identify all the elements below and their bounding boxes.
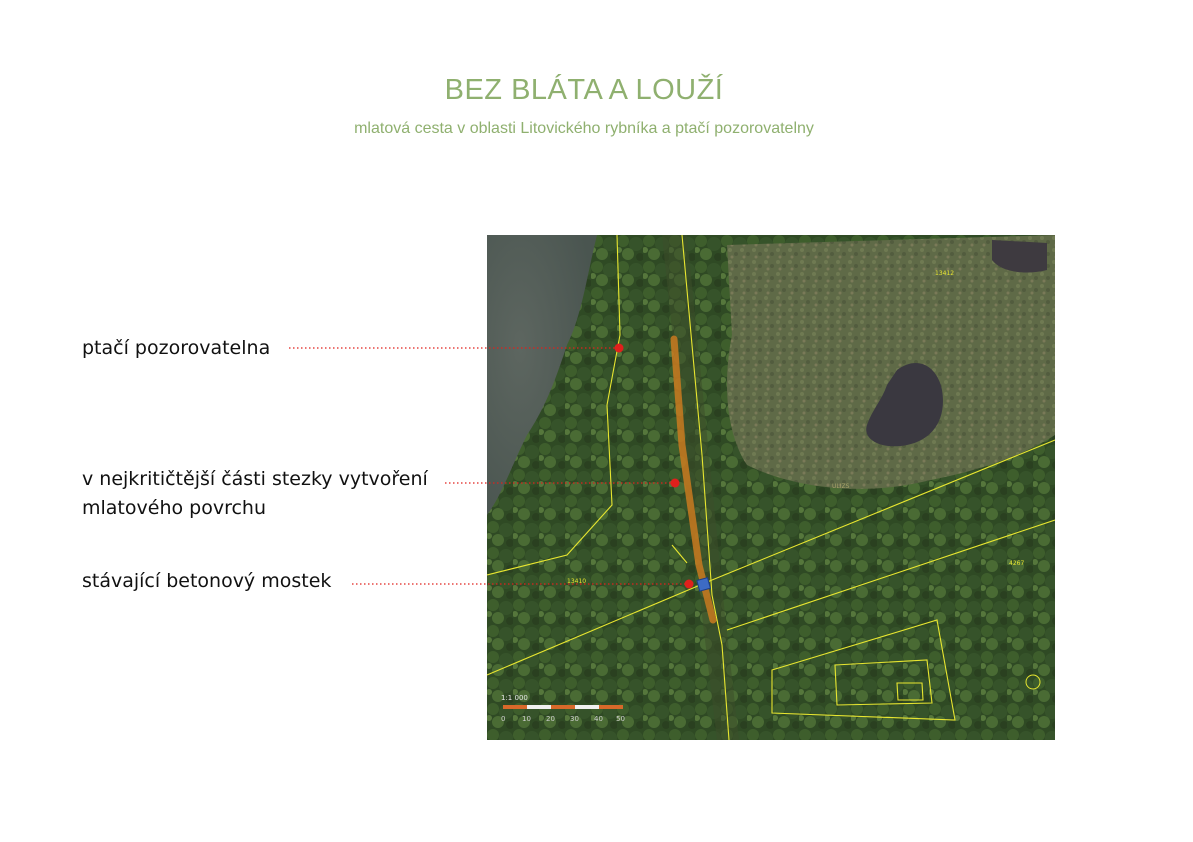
- parcel-label-marsh: ULIZS: [832, 483, 850, 490]
- scale-tick: 50: [616, 715, 625, 723]
- scale-ratio: 1:1 000: [501, 694, 528, 702]
- scale-tick: 0: [501, 715, 506, 723]
- label-critical-section-line2: mlatového povrchu: [82, 497, 266, 519]
- parcel-label-13410: 13410: [567, 578, 587, 585]
- scale-tick: 20: [546, 715, 555, 723]
- label-critical-section-line1: v nejkritičtější části stezky vytvoření: [82, 468, 428, 490]
- marker-bridge: [685, 580, 694, 589]
- label-concrete-bridge: stávající betonový mostek: [82, 570, 332, 592]
- scale-tick: 40: [594, 715, 603, 723]
- label-observatory: ptačí pozorovatelna: [82, 337, 271, 359]
- scale-tick: 30: [570, 715, 579, 723]
- scale-tick: 10: [522, 715, 531, 723]
- parcel-label-13412: 13412: [935, 270, 955, 277]
- marker-observatory: [615, 344, 624, 353]
- page-subtitle: mlatová cesta v oblasti Litovického rybníka a ptačí pozorovatelny: [354, 120, 814, 137]
- page-title: BEZ BLÁTA A LOUŽÍ: [444, 74, 724, 106]
- marker-critical-section: [671, 479, 680, 488]
- parcel-label-4267: 4267: [1009, 560, 1025, 567]
